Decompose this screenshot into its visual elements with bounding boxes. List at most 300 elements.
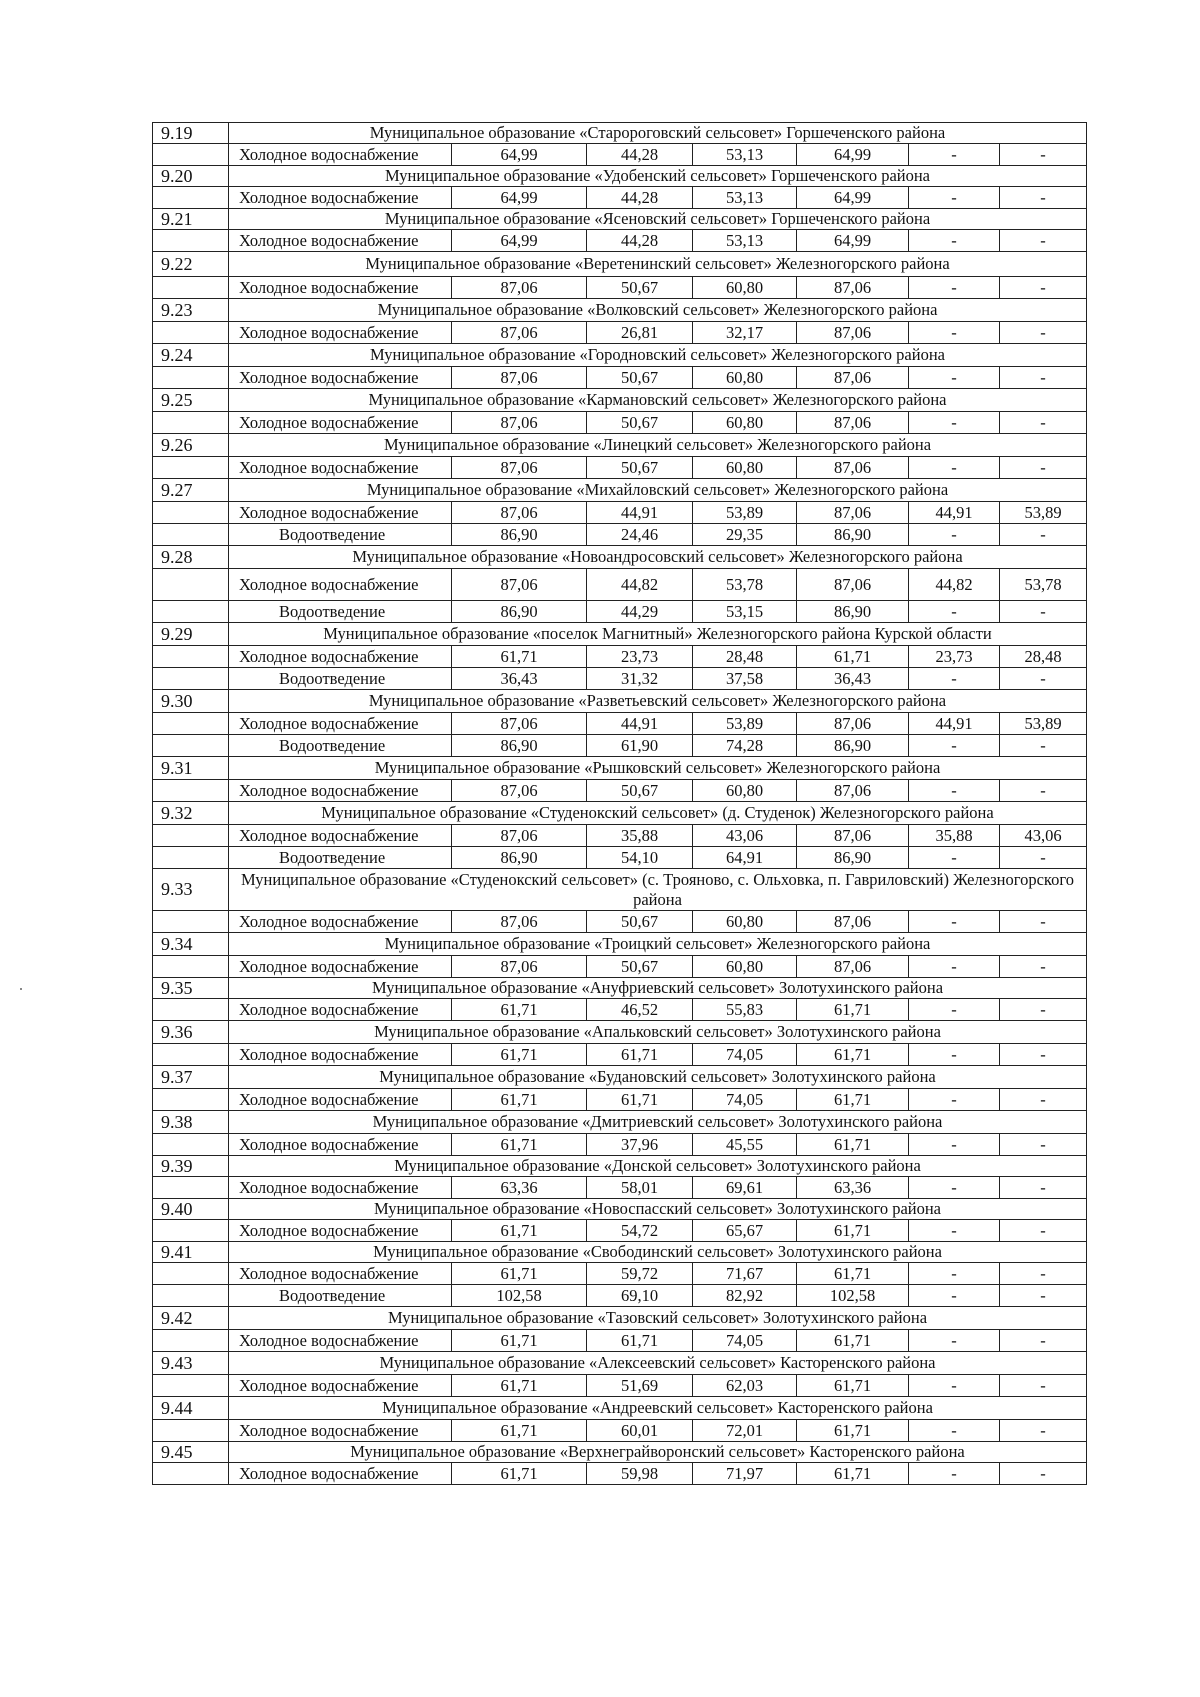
tariff-value: 37,58 — [693, 668, 797, 690]
tariff-value: 63,36 — [797, 1177, 909, 1199]
tariff-value: 61,71 — [452, 1220, 587, 1242]
empty-number-cell — [153, 956, 229, 978]
section-number: 9.35 — [153, 978, 229, 999]
tariff-value: 61,71 — [797, 1330, 909, 1352]
tariff-value: 53,89 — [1000, 502, 1087, 524]
table-row — [153, 668, 1087, 690]
table-row — [153, 713, 1087, 735]
tariff-value: 35,88 — [587, 825, 693, 847]
tariff-value: 60,80 — [693, 911, 797, 933]
tariff-value: 61,71 — [587, 1044, 693, 1066]
section-number: 9.24 — [153, 344, 229, 367]
tariff-value: 61,71 — [797, 1420, 909, 1442]
tariff-value: 61,71 — [587, 1330, 693, 1352]
table-row — [153, 780, 1087, 802]
service-name: Холодное водоснабжение — [229, 780, 452, 802]
section-number: 9.34 — [153, 933, 229, 956]
service-name: Холодное водоснабжение — [229, 457, 452, 479]
section-number: 9.30 — [153, 690, 229, 713]
table-row — [153, 1285, 1087, 1307]
section-title: Муниципальное образование «Апальковский сельсовет» Золотухинского района — [229, 1021, 1087, 1044]
section-number: 9.45 — [153, 1442, 229, 1463]
tariff-value: 53,89 — [693, 502, 797, 524]
section-header-row — [153, 299, 1087, 322]
table-row — [153, 847, 1087, 869]
tariff-value: 86,90 — [452, 847, 587, 869]
service-name: Холодное водоснабжение — [229, 1134, 452, 1156]
empty-number-cell — [153, 847, 229, 869]
tariff-value: 44,29 — [587, 601, 693, 623]
empty-number-cell — [153, 668, 229, 690]
tariff-value: 87,06 — [797, 322, 909, 344]
table-row — [153, 277, 1087, 299]
tariff-value: 64,99 — [797, 187, 909, 209]
service-name: Холодное водоснабжение — [229, 502, 452, 524]
empty-number-cell — [153, 569, 229, 601]
tariff-value: - — [1000, 911, 1087, 933]
tariff-value: 28,48 — [1000, 646, 1087, 668]
table-row — [153, 1330, 1087, 1352]
tariff-value: 32,17 — [693, 322, 797, 344]
tariff-value: - — [909, 956, 1000, 978]
tariff-value: 60,80 — [693, 367, 797, 389]
section-title: Муниципальное образование «Ануфриевский сельсовет» Золотухинского района — [229, 978, 1087, 999]
empty-number-cell — [153, 230, 229, 252]
table-row — [153, 735, 1087, 757]
section-title: Муниципальное образование «Верхнеграйворонский сельсовет» Касторенского района — [229, 1442, 1087, 1463]
empty-number-cell — [153, 367, 229, 389]
tariff-value: - — [909, 457, 1000, 479]
tariff-value: 72,01 — [693, 1420, 797, 1442]
tariff-value: 87,06 — [452, 277, 587, 299]
tariff-value: - — [1000, 601, 1087, 623]
section-number: 9.23 — [153, 299, 229, 322]
tariff-value: 24,46 — [587, 524, 693, 546]
empty-number-cell — [153, 646, 229, 668]
section-title: Муниципальное образование «Свободинский сельсовет» Золотухинского района — [229, 1242, 1087, 1263]
tariff-value: 87,06 — [797, 367, 909, 389]
service-name: Водоотведение — [229, 668, 452, 690]
tariff-value: 43,06 — [1000, 825, 1087, 847]
tariff-value: - — [909, 1134, 1000, 1156]
section-header-row — [153, 757, 1087, 780]
tariff-value: - — [1000, 1420, 1087, 1442]
tariff-value: 61,71 — [797, 1134, 909, 1156]
section-title: Муниципальное образование «Тазовский сельсовет» Золотухинского района — [229, 1307, 1087, 1330]
table-row — [153, 524, 1087, 546]
section-header-row — [153, 434, 1087, 457]
tariff-value: - — [909, 367, 1000, 389]
table-row — [153, 1463, 1087, 1485]
empty-number-cell — [153, 1044, 229, 1066]
tariff-value: 61,71 — [452, 646, 587, 668]
table-row — [153, 1089, 1087, 1111]
table-row — [153, 230, 1087, 252]
table-row — [153, 956, 1087, 978]
section-title: Муниципальное образование «Андреевский сельсовет» Касторенского района — [229, 1397, 1087, 1420]
tariff-value: - — [909, 144, 1000, 166]
tariff-value: - — [1000, 367, 1087, 389]
tariff-value: - — [909, 412, 1000, 434]
section-header-row — [153, 978, 1087, 999]
tariff-value: 87,06 — [797, 713, 909, 735]
tariff-value: 71,67 — [693, 1263, 797, 1285]
tariff-value: 50,67 — [587, 956, 693, 978]
tariff-value: 44,28 — [587, 230, 693, 252]
tariff-value: 44,28 — [587, 187, 693, 209]
tariff-value: 86,90 — [452, 524, 587, 546]
tariff-value: - — [1000, 1044, 1087, 1066]
section-title: Муниципальное образование «Ясеновский сельсовет» Горшеченского района — [229, 209, 1087, 230]
tariff-value: 86,90 — [797, 524, 909, 546]
tariff-value: 53,78 — [1000, 569, 1087, 601]
service-name: Холодное водоснабжение — [229, 1220, 452, 1242]
tariff-value: - — [1000, 735, 1087, 757]
table-row — [153, 1420, 1087, 1442]
tariff-value: - — [1000, 956, 1087, 978]
tariff-value: - — [1000, 1089, 1087, 1111]
tariff-value: 74,05 — [693, 1089, 797, 1111]
tariff-value: 53,89 — [693, 713, 797, 735]
tariff-value: 35,88 — [909, 825, 1000, 847]
tariff-value: 58,01 — [587, 1177, 693, 1199]
empty-number-cell — [153, 999, 229, 1021]
tariff-value: 44,82 — [587, 569, 693, 601]
section-header-row — [153, 1156, 1087, 1177]
section-title: Муниципальное образование «Удобенский сельсовет» Горшеченского района — [229, 166, 1087, 187]
table-row — [153, 825, 1087, 847]
tariff-value: 87,06 — [797, 956, 909, 978]
service-name: Холодное водоснабжение — [229, 646, 452, 668]
section-header-row — [153, 389, 1087, 412]
service-name: Водоотведение — [229, 524, 452, 546]
empty-number-cell — [153, 1285, 229, 1307]
tariff-value: 50,67 — [587, 457, 693, 479]
section-header-row — [153, 1397, 1087, 1420]
tariff-value: 64,91 — [693, 847, 797, 869]
section-header-row — [153, 344, 1087, 367]
tariff-value: 86,90 — [797, 601, 909, 623]
tariff-value: 60,80 — [693, 412, 797, 434]
tariff-value: 64,99 — [452, 144, 587, 166]
empty-number-cell — [153, 502, 229, 524]
tariff-value: 74,28 — [693, 735, 797, 757]
section-header-row — [153, 1066, 1087, 1089]
tariff-value: - — [1000, 1375, 1087, 1397]
tariff-value: 87,06 — [452, 911, 587, 933]
service-name: Холодное водоснабжение — [229, 144, 452, 166]
tariff-value: 60,80 — [693, 277, 797, 299]
service-name: Водоотведение — [229, 847, 452, 869]
tariff-value: 50,67 — [587, 412, 693, 434]
tariff-value: 59,72 — [587, 1263, 693, 1285]
section-number: 9.31 — [153, 757, 229, 780]
tariff-value: - — [1000, 277, 1087, 299]
tariff-value: - — [909, 1089, 1000, 1111]
tariff-value: - — [1000, 144, 1087, 166]
section-title: Муниципальное образование «поселок Магнитный» Железногорского района Курской области — [229, 623, 1087, 646]
tariff-value: - — [909, 780, 1000, 802]
tariff-value: 45,55 — [693, 1134, 797, 1156]
section-number: 9.25 — [153, 389, 229, 412]
empty-number-cell — [153, 1330, 229, 1352]
tariff-value: 61,71 — [797, 1089, 909, 1111]
tariff-value: 87,06 — [797, 911, 909, 933]
tariff-value: 61,71 — [452, 1375, 587, 1397]
tariff-value: 53,78 — [693, 569, 797, 601]
table-row — [153, 322, 1087, 344]
tariff-value: 50,67 — [587, 277, 693, 299]
tariff-value: 61,71 — [797, 1375, 909, 1397]
tariff-value: 44,91 — [587, 713, 693, 735]
section-number: 9.28 — [153, 546, 229, 569]
empty-number-cell — [153, 277, 229, 299]
tariff-value: 36,43 — [797, 668, 909, 690]
tariff-value: 61,71 — [452, 1330, 587, 1352]
table-row — [153, 911, 1087, 933]
empty-number-cell — [153, 1220, 229, 1242]
tariff-value: - — [909, 1285, 1000, 1307]
service-name: Холодное водоснабжение — [229, 322, 452, 344]
tariff-value: 87,06 — [452, 412, 587, 434]
tariff-value: 43,06 — [693, 825, 797, 847]
service-name: Водоотведение — [229, 735, 452, 757]
table-row — [153, 502, 1087, 524]
tariff-value: 36,43 — [452, 668, 587, 690]
section-title: Муниципальное образование «Будановский сельсовет» Золотухинского района — [229, 1066, 1087, 1089]
section-header-row — [153, 1442, 1087, 1463]
section-number: 9.41 — [153, 1242, 229, 1263]
tariff-value: 50,67 — [587, 911, 693, 933]
section-title: Муниципальное образование «Старороговский сельсовет» Горшеченского района — [229, 123, 1087, 144]
section-header-row — [153, 690, 1087, 713]
tariff-value: - — [1000, 1463, 1087, 1485]
tariff-value: 87,06 — [452, 367, 587, 389]
tariff-value: 60,80 — [693, 457, 797, 479]
table-row — [153, 1263, 1087, 1285]
table-row — [153, 1375, 1087, 1397]
tariff-value: 26,81 — [587, 322, 693, 344]
tariff-value: - — [909, 847, 1000, 869]
tariff-value: - — [909, 911, 1000, 933]
tariff-value: 87,06 — [452, 713, 587, 735]
tariff-value: 53,13 — [693, 187, 797, 209]
empty-number-cell — [153, 735, 229, 757]
tariff-value: 69,61 — [693, 1177, 797, 1199]
service-name: Водоотведение — [229, 1285, 452, 1307]
tariff-value: 44,91 — [587, 502, 693, 524]
service-name: Холодное водоснабжение — [229, 569, 452, 601]
tariff-value: - — [909, 277, 1000, 299]
empty-number-cell — [153, 1263, 229, 1285]
section-number: 9.32 — [153, 802, 229, 825]
section-title: Муниципальное образование «Алексеевский сельсовет» Касторенского района — [229, 1352, 1087, 1375]
tariff-value: 54,10 — [587, 847, 693, 869]
empty-number-cell — [153, 911, 229, 933]
empty-number-cell — [153, 187, 229, 209]
tariff-value: - — [909, 1044, 1000, 1066]
tariff-value: - — [1000, 1134, 1087, 1156]
tariff-value: - — [1000, 1220, 1087, 1242]
empty-number-cell — [153, 1375, 229, 1397]
section-title: Муниципальное образование «Рышковский сельсовет» Железногорского района — [229, 757, 1087, 780]
tariff-value: 87,06 — [797, 457, 909, 479]
tariff-value: 86,90 — [797, 847, 909, 869]
table-row — [153, 1220, 1087, 1242]
tariff-value: 44,82 — [909, 569, 1000, 601]
table-row — [153, 187, 1087, 209]
tariff-value: 50,67 — [587, 780, 693, 802]
tariff-value: 63,36 — [452, 1177, 587, 1199]
tariff-value: 102,58 — [797, 1285, 909, 1307]
tariff-value: 51,69 — [587, 1375, 693, 1397]
tariff-value: 28,48 — [693, 646, 797, 668]
section-title: Муниципальное образование «Новоспасский сельсовет» Золотухинского района — [229, 1199, 1087, 1220]
table-row — [153, 367, 1087, 389]
tariff-value: - — [1000, 322, 1087, 344]
service-name: Холодное водоснабжение — [229, 277, 452, 299]
tariff-value: 61,71 — [797, 1263, 909, 1285]
tariff-value: - — [909, 1330, 1000, 1352]
tariff-value: 29,35 — [693, 524, 797, 546]
service-name: Холодное водоснабжение — [229, 230, 452, 252]
empty-number-cell — [153, 1420, 229, 1442]
tariff-value: 46,52 — [587, 999, 693, 1021]
empty-number-cell — [153, 144, 229, 166]
service-name: Холодное водоснабжение — [229, 1463, 452, 1485]
tariff-value: - — [1000, 999, 1087, 1021]
section-number: 9.19 — [153, 123, 229, 144]
empty-number-cell — [153, 1463, 229, 1485]
tariff-value: - — [909, 1220, 1000, 1242]
section-header-row — [153, 1111, 1087, 1134]
service-name: Холодное водоснабжение — [229, 911, 452, 933]
tariff-value: - — [1000, 780, 1087, 802]
tariff-value: 87,06 — [452, 457, 587, 479]
service-name: Холодное водоснабжение — [229, 825, 452, 847]
tariff-value: 23,73 — [909, 646, 1000, 668]
tariff-value: - — [909, 601, 1000, 623]
table-row — [153, 569, 1087, 601]
tariff-value: 71,97 — [693, 1463, 797, 1485]
section-title: Муниципальное образование «Троицкий сельсовет» Железногорского района — [229, 933, 1087, 956]
tariff-value: - — [1000, 412, 1087, 434]
tariff-value: - — [1000, 847, 1087, 869]
empty-number-cell — [153, 825, 229, 847]
tariff-value: 61,71 — [587, 1089, 693, 1111]
tariff-value: - — [1000, 668, 1087, 690]
tariff-value: 87,06 — [452, 322, 587, 344]
section-header-row — [153, 802, 1087, 825]
section-number: 9.26 — [153, 434, 229, 457]
table-row — [153, 646, 1087, 668]
table-row — [153, 1134, 1087, 1156]
section-header-row — [153, 623, 1087, 646]
tariff-value: - — [1000, 1330, 1087, 1352]
tariff-value: 60,01 — [587, 1420, 693, 1442]
tariff-value: - — [1000, 1263, 1087, 1285]
service-name: Холодное водоснабжение — [229, 412, 452, 434]
tariff-value: 61,71 — [452, 1134, 587, 1156]
tariff-value: 87,06 — [452, 956, 587, 978]
service-name: Водоотведение — [229, 601, 452, 623]
tariff-value: - — [909, 668, 1000, 690]
section-title: Муниципальное образование «Веретенинский сельсовет» Железногорского района — [229, 252, 1087, 277]
tariff-value: 53,15 — [693, 601, 797, 623]
tariff-value: - — [909, 524, 1000, 546]
tariff-value: 44,91 — [909, 713, 1000, 735]
section-header-row — [153, 1242, 1087, 1263]
tariff-value: 61,71 — [452, 1263, 587, 1285]
section-title: Муниципальное образование «Донской сельсовет» Золотухинского района — [229, 1156, 1087, 1177]
tariff-value: - — [909, 187, 1000, 209]
empty-number-cell — [153, 780, 229, 802]
section-title: Муниципальное образование «Михайловский сельсовет» Железногорского района — [229, 479, 1087, 502]
section-number: 9.36 — [153, 1021, 229, 1044]
tariff-value: - — [1000, 524, 1087, 546]
tariff-value: 44,91 — [909, 502, 1000, 524]
tariff-value: 87,06 — [797, 277, 909, 299]
tariff-value: 61,71 — [452, 1044, 587, 1066]
tariff-value: 61,71 — [797, 1463, 909, 1485]
tariff-value: - — [1000, 230, 1087, 252]
tariff-value: - — [909, 1375, 1000, 1397]
section-title: Муниципальное образование «Студенокский сельсовет» (с. Трояново, с. Ольховка, п. Гавриловский) Железногорского района — [229, 869, 1087, 911]
section-header-row — [153, 479, 1087, 502]
service-name: Холодное водоснабжение — [229, 1330, 452, 1352]
empty-number-cell — [153, 322, 229, 344]
section-number: 9.38 — [153, 1111, 229, 1134]
section-header-row — [153, 166, 1087, 187]
tariff-value: 61,71 — [797, 1044, 909, 1066]
tariff-value: 64,99 — [797, 230, 909, 252]
tariff-value: 86,90 — [452, 735, 587, 757]
service-name: Холодное водоснабжение — [229, 367, 452, 389]
tariff-value: 87,06 — [797, 502, 909, 524]
tariff-value: - — [1000, 457, 1087, 479]
tariff-value: - — [909, 735, 1000, 757]
tariff-value: 60,80 — [693, 956, 797, 978]
section-number: 9.44 — [153, 1397, 229, 1420]
tariff-value: - — [909, 1177, 1000, 1199]
section-title: Муниципальное образование «Студенокский сельсовет» (д. Студенок) Железногорского района — [229, 802, 1087, 825]
empty-number-cell — [153, 601, 229, 623]
section-number: 9.37 — [153, 1066, 229, 1089]
tariff-value: 61,71 — [452, 999, 587, 1021]
tariff-value: 61,71 — [452, 1089, 587, 1111]
table-row — [153, 412, 1087, 434]
tariff-value: 55,83 — [693, 999, 797, 1021]
tariff-value: 74,05 — [693, 1044, 797, 1066]
service-name: Холодное водоснабжение — [229, 1089, 452, 1111]
section-header-row — [153, 933, 1087, 956]
tariff-value: 87,06 — [797, 412, 909, 434]
table-row — [153, 1177, 1087, 1199]
tariff-value: - — [909, 1263, 1000, 1285]
tariff-value: 50,67 — [587, 367, 693, 389]
tariff-value: 74,05 — [693, 1330, 797, 1352]
service-name: Холодное водоснабжение — [229, 1420, 452, 1442]
tariff-value: 87,06 — [452, 825, 587, 847]
empty-number-cell — [153, 524, 229, 546]
tariff-value: 54,72 — [587, 1220, 693, 1242]
tariff-value: 87,06 — [797, 569, 909, 601]
section-title: Муниципальное образование «Разветьевский сельсовет» Железногорского района — [229, 690, 1087, 713]
table-row — [153, 457, 1087, 479]
tariff-value: 64,99 — [797, 144, 909, 166]
section-header-row — [153, 1352, 1087, 1375]
tariff-value: - — [909, 999, 1000, 1021]
